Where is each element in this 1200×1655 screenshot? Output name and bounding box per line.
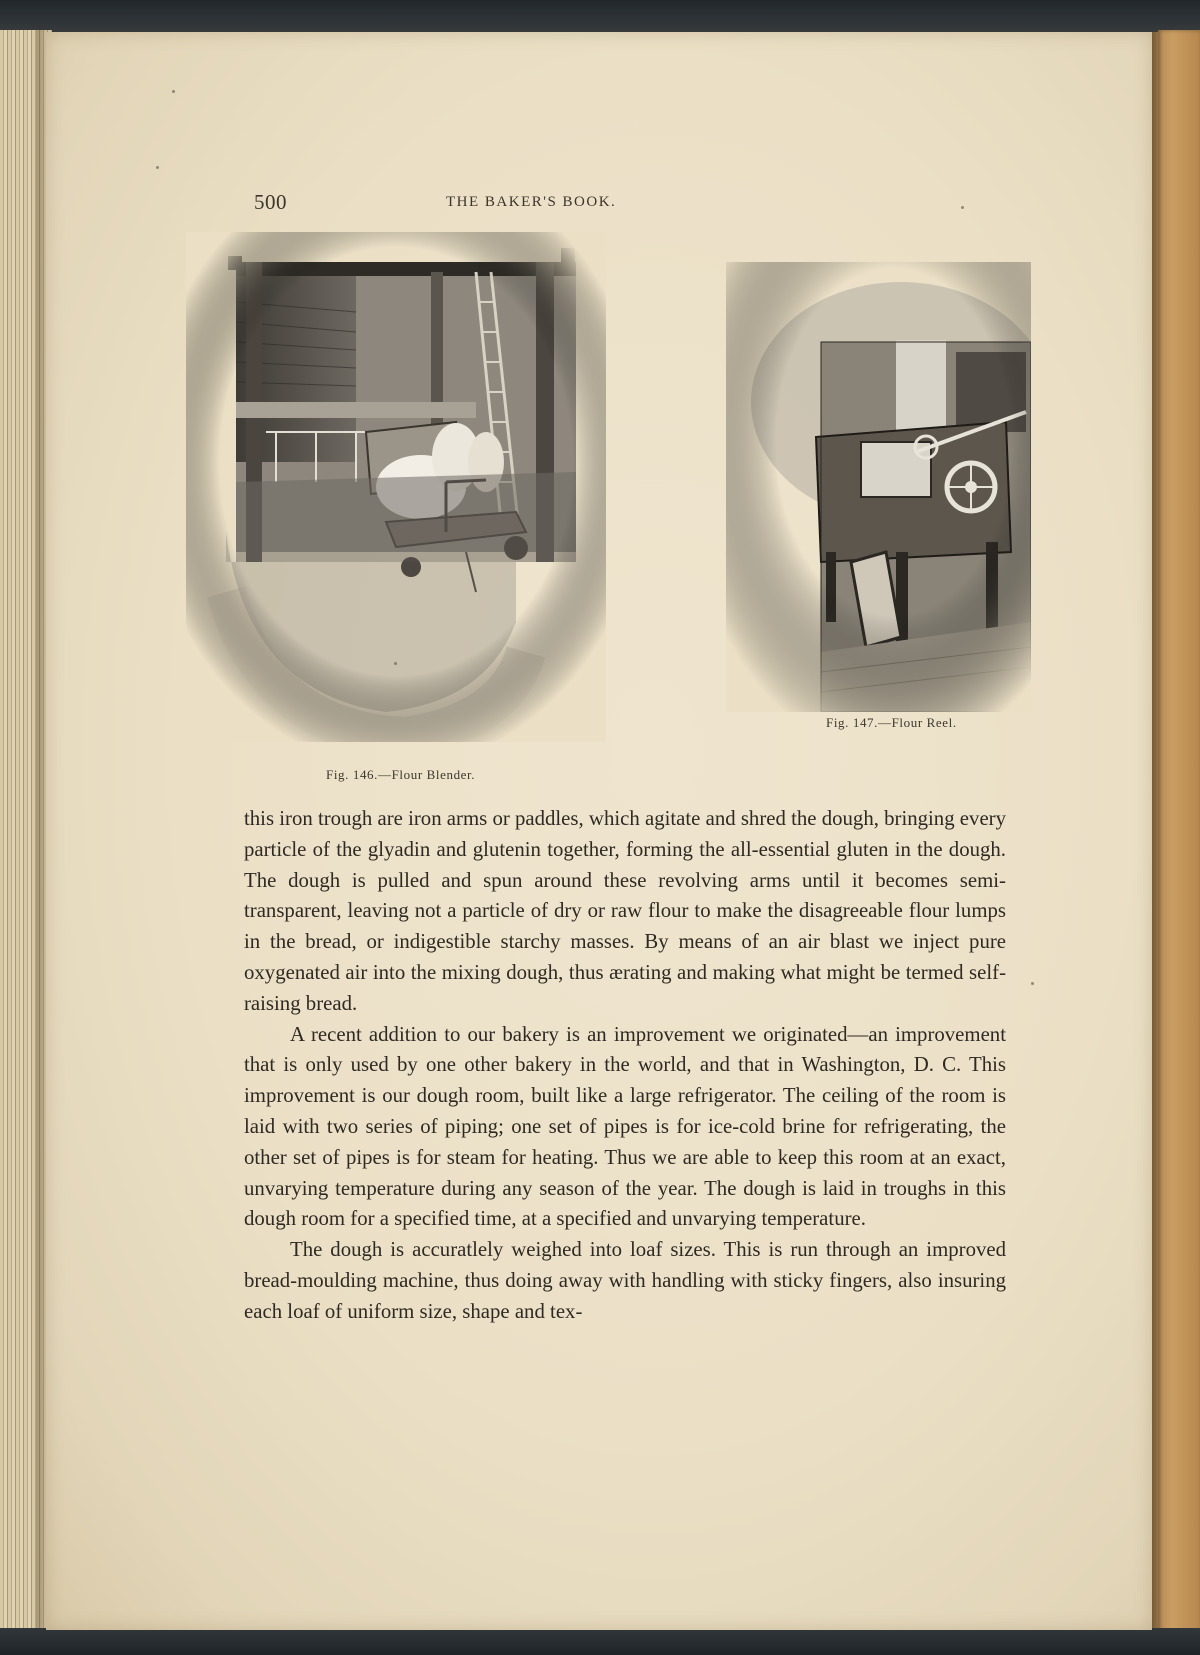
- book-cover: [1158, 30, 1200, 1635]
- figure-147-caption: Fig. 147.—Flour Reel.: [826, 715, 957, 730]
- paragraph: A recent addition to our bakery is an improvement we originated—an improvement that is only used by one other bakery in the world, and that in Washington, D. C. This improvement is our dough room, built like a large refrigerator. The ceiling of the room is laid with two series of piping; one set of pipes is for ice-cold brine for refrigerating, the other set of pipes is for steam for heating. Thus we are able to keep this room at an exact, unvarying temperature during any season of the year. The dough is laid in troughs in this dough room for a specified time, at a specified and unvarying temperature.: [244, 1022, 1006, 1231]
- body-text: [244, 804, 1006, 1328]
- flour-reel-illustration: [726, 262, 1031, 712]
- ink-speck: [172, 90, 175, 93]
- figure-146-caption: Fig. 146.—Flour Blender.: [326, 767, 476, 782]
- book-top-edge: [0, 0, 1200, 36]
- book-page: [46, 32, 1152, 1630]
- ink-speck: [961, 206, 964, 209]
- ink-speck: [156, 166, 159, 169]
- page-number: 500: [254, 190, 287, 214]
- running-title: THE BAKER'S BOOK.: [446, 194, 617, 210]
- ink-speck: [394, 662, 397, 665]
- book-bottom-edge: [0, 1628, 1200, 1655]
- paragraph: this iron trough are iron arms or paddles, which agitate and shred the dough, bringing every particle of the glyadin and glutenin together, forming the all-essential gluten in the dough. The dough is pulled and spun around these revolving arms until it becomes semi-transparent, leaving not a particle of dry or raw flour to make the disagreeable flour lumps in the bread, or indigestible starchy masses. By means of an air blast we inject pure oxygenated air into the mixing dough, thus ærating and making what might be termed self-raising bread.: [244, 807, 1006, 1015]
- paragraph: The dough is accuratlely weighed into loaf sizes. This is run through an improved bread-moulding machine, thus doing away with handling with sticky fingers, also insuring each loaf of uniform size, shape and tex-: [244, 1238, 1006, 1323]
- flour-blender-illustration: [186, 232, 606, 742]
- ink-speck: [1031, 982, 1034, 985]
